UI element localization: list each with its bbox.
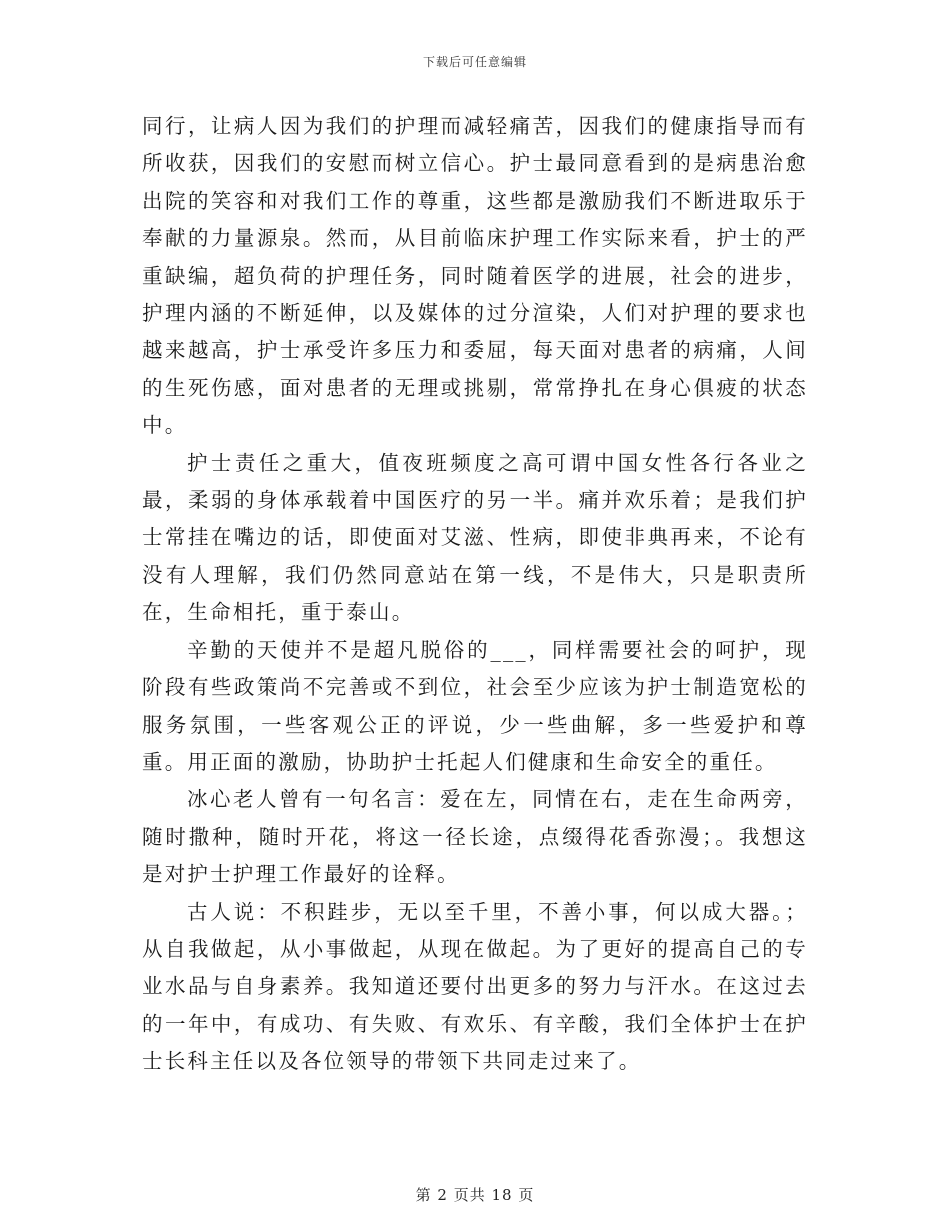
- page-header: 下载后可任意编辑: [422, 55, 527, 69]
- paragraph-3: 辛勤的天使并不是超凡脱俗的___，同样需要社会的呵护，现阶段有些政策尚不完善或不到位，社会至少应该为护士制造宽松的服务氛围，一些客观公正的评说，少一些曲解，多一些爱护和尊重。用正面的激励，协助护士托起人们健康和生命安全的重任。: [142, 637, 808, 774]
- page-number: 第 2 页共 18 页: [415, 1186, 535, 1204]
- paragraph-5: 古人说：不积跬步，无以至千里，不善小事，何以成大器。；从自我做起，从小事做起，从现在做起。为了更好的提高自己的专业水品与自身素养。我知道还要付出更多的努力与汗水。在这过去的一年中，有成功、有失败、有欢乐、有辛酸，我们全体护士在护士长科主任以及各位领导的带领下共同走过来了。: [142, 899, 808, 1074]
- paragraph-2: 护士责任之重大，值夜班频度之高可谓中国女性各行各业之最，柔弱的身体承载着中国医疗的另一半。痛并欢乐着；是我们护士常挂在嘴边的话，即使面对艾滋、性病，即使非典再来，不论有没有人理解，我们仍然同意站在第一线，不是伟大，只是职责所在，生命相托，重于泰山。: [142, 450, 808, 625]
- document-body: [142, 108, 808, 1081]
- paragraph-4: 冰心老人曾有一句名言：爱在左，同情在右，走在生命两旁，随时撒种，随时开花，将这一径长途，点缀得花香弥漫；。我想这是对护士护理工作最好的诠释。: [142, 787, 808, 887]
- paragraph-1: 同行，让病人因为我们的护理而减轻痛苦，因我们的健康指导而有所收获，因我们的安慰而树立信心。护士最同意看到的是病患治愈出院的笑容和对我们工作的尊重，这些都是激励我们不断进取乐于奉献的力量源泉。然而，从目前临床护理工作实际来看，护士的严重缺编，超负荷的护理任务，同时随着医学的进展，社会的进步，护理内涵的不断延伸，以及媒体的过分渲染，人们对护理的要求也越来越高，护士承受许多压力和委屈，每天面对患者的病痛，人间的生死伤感，面对患者的无理或挑剔，常常挣扎在身心俱疲的状态中。: [142, 114, 808, 438]
